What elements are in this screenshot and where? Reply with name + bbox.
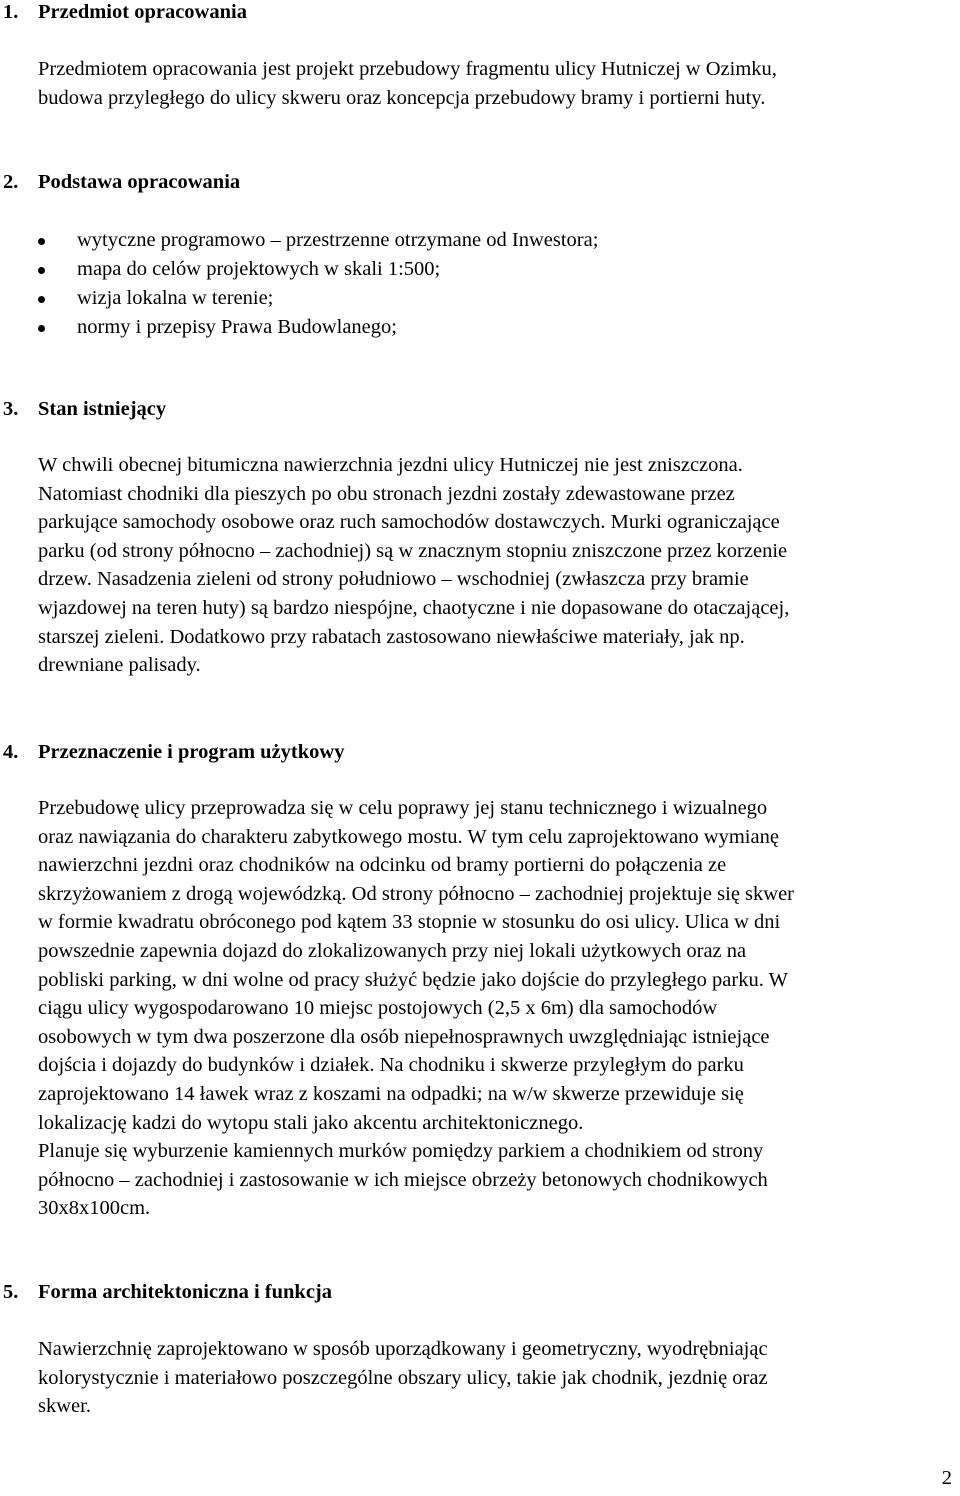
paragraph-line: Przedmiotem opracowania jest projekt przebudowy fragmentu ulicy Hutniczej w Ozimku, [38, 58, 777, 80]
section-number: 1. [3, 1, 19, 23]
paragraph-line: dojścia i dojazdy do budynków i działek. Na chodniku i skwerze przyległym do parku [38, 1054, 744, 1077]
paragraph-line: starszej zieleni. Dodatkowo przy rabatach zastosowano niewłaściwe materiały, jak np. [38, 625, 745, 648]
section-1-paragraph [38, 55, 960, 112]
paragraph-line: Przebudowę ulicy przeprowadza się w celu poprawy jej stanu technicznego i wizualnego [38, 797, 768, 819]
section-title: Stan istniejący [38, 398, 167, 420]
section-3-paragraph [38, 451, 960, 680]
list-item [0, 226, 960, 255]
paragraph-line: W chwili obecnej bitumiczna nawierzchnia jezdni ulicy Hutniczej nie jest zniszczona. [38, 454, 743, 476]
paragraph-line: skwer. [38, 1395, 91, 1418]
section-title: Forma architektoniczna i funkcja [38, 1281, 332, 1303]
paragraph-line: nawierzchni jezdni oraz chodników na odcinku od bramy portierni do połączenia ze [38, 854, 727, 877]
list-item-text: wytyczne programowo – przestrzenne otrzymane od Inwestora; [77, 229, 599, 251]
section-title: Podstawa opracowania [38, 171, 241, 193]
paragraph-line: zaprojektowano 14 ławek wraz z koszami na odpadki; na w/w skwerze przewiduje się [38, 1082, 744, 1105]
paragraph-line: kolorystycznie i materiałowo poszczególne obszary ulicy, takie jak chodnik, jezdnię oraz [38, 1366, 768, 1389]
list-item [0, 313, 960, 342]
section-number: 5. [3, 1281, 19, 1303]
section-number: 2. [3, 171, 19, 193]
list-item-text: normy i przepisy Prawa Budowlanego; [77, 316, 397, 338]
section-number: 4. [3, 741, 19, 763]
paragraph-line: 30x8x100cm. [38, 1197, 151, 1220]
list-item [0, 255, 960, 284]
paragraph-line: drzew. Nasadzenia zieleni od strony południowo – wschodniej (zwłaszcza przy bramie [38, 568, 749, 591]
list-item [0, 284, 960, 313]
paragraph-line: osobowych w tym dwa poszerzone dla osób niepełnosprawnych uwzględniając istniejące [38, 1025, 770, 1048]
bullet-icon [38, 296, 45, 303]
paragraph-line: wjazdowej na teren huty) są bardzo niespójne, chaotyczne i nie dopasowane do otaczającej, [38, 596, 790, 619]
bullet-icon [38, 325, 45, 332]
section-number: 3. [3, 398, 19, 420]
section-4-paragraph [38, 794, 960, 1223]
page-number: 2 [941, 1467, 952, 1489]
section-title: Przedmiot opracowania [38, 1, 247, 23]
paragraph-line: ciągu ulicy wygospodarowano 10 miejsc postojowych (2,5 x 6m) dla samochodów [38, 997, 718, 1020]
paragraph-line: Nawierzchnię zaprojektowano w sposób uporządkowany i geometryczny, wyodrębniając [38, 1338, 768, 1360]
bullet-icon [38, 267, 45, 274]
paragraph-line: skrzyżowaniem z drogą wojewódzką. Od strony północno – zachodniej projektuje się skwer [38, 882, 794, 905]
paragraph-line: oraz nawiązania do charakteru zabytkowego mostu. W tym celu zaprojektowano wymianę [38, 825, 779, 848]
section-title: Przeznaczenie i program użytkowy [38, 741, 345, 763]
paragraph-line: w formie kwadratu obróconego pod kątem 33 stopnie w stosunku do osi ulicy. Ulica w dni [38, 911, 781, 934]
bullet-list [0, 226, 960, 342]
paragraph-line: lokalizację kadzi do wytopu stali jako akcentu architektonicznego. [38, 1111, 584, 1134]
paragraph-line: Natomiast chodniki dla pieszych po obu stronach jezdni zostały zdewastowane przez [38, 482, 735, 505]
paragraph-line: Planuje się wyburzenie kamiennych murków pomiędzy parkiem a chodnikiem od strony [38, 1140, 764, 1163]
paragraph-line: parku (od strony północno – zachodniej) są w znacznym stopniu zniszczone przez korzenie [38, 539, 788, 562]
paragraph-line: budowa przyległego do ulicy skweru oraz koncepcja przebudowy bramy i portierni huty. [38, 86, 766, 109]
paragraph-line: parkujące samochody osobowe oraz ruch samochodów dostawczych. Murki ograniczające [38, 511, 780, 534]
section-5-paragraph [38, 1335, 960, 1421]
paragraph-line: drewniane palisady. [38, 654, 201, 677]
paragraph-line: pobliski parking, w dni wolne od pracy służyć będzie jako dojście do przyległego parku. W [38, 968, 788, 991]
paragraph-line: północno – zachodniej i zastosowanie w ich miejsce obrzeży betonowych chodnikowych [38, 1168, 768, 1191]
bullet-icon [38, 238, 45, 245]
list-item-text: mapa do celów projektowych w skali 1:500; [77, 258, 441, 280]
list-item-text: wizja lokalna w terenie; [77, 287, 274, 309]
paragraph-line: powszednie zapewnia dojazd do zlokalizowanych przy niej lokali użytkowych oraz na [38, 939, 747, 962]
